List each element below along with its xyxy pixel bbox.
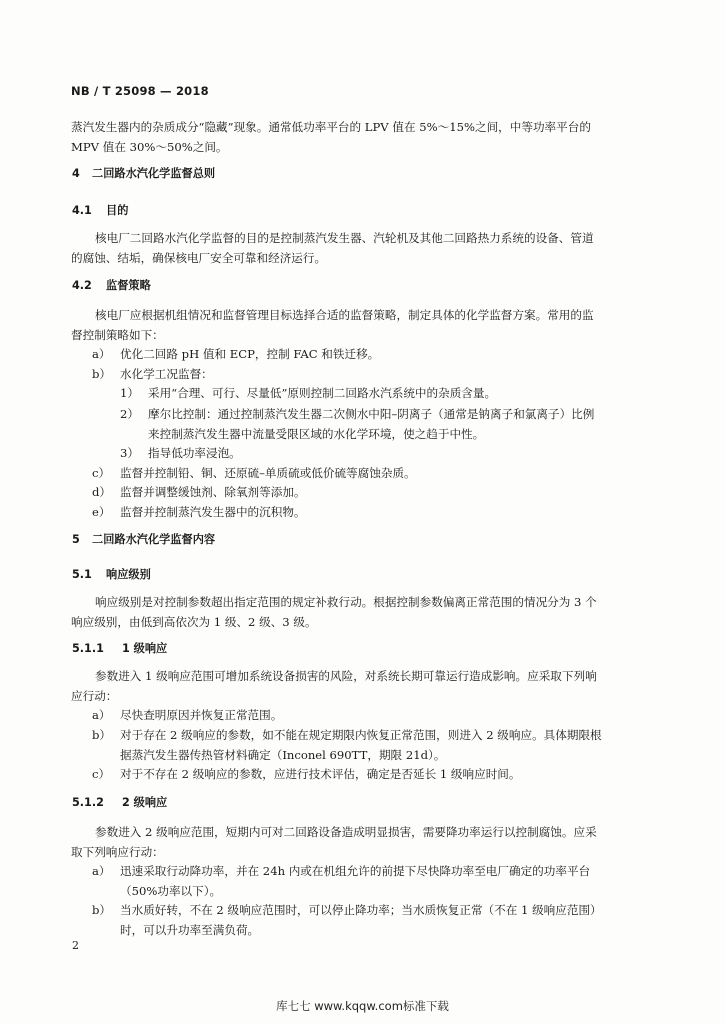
intro-line-2: MPV 值在 30%～50%之间。: [71, 140, 228, 154]
list-marker: a）: [92, 708, 111, 722]
section-title: 2 级响应: [122, 796, 168, 809]
s511-item-c: c） 对于不存在 2 级响应的参数，应进行技术评估，确定是否延长 1 级响应时间。: [92, 764, 521, 784]
intro-line-1: 蒸汽发生器内的杂质成分“隐藏”现象。通常低功率平台的 LPV 值在 5%～15%之间，中等功率平台的: [71, 120, 591, 134]
section-4-heading: [72, 165, 215, 181]
page-number: 2: [72, 939, 79, 952]
section-5-1-heading: [72, 566, 151, 582]
s512-item-a: a） 迅速采取行动降功率，并在 24h 内或在机组允许的前提下尽快降功率至电厂确定的功率平台: [92, 861, 590, 881]
section-5-1-2-heading: [72, 794, 167, 810]
s51-line-2: 响应级别，由低到高依次为 1 级、2 级、3 级。: [71, 615, 317, 629]
list-marker: b）: [92, 728, 112, 742]
list-marker: b）: [92, 367, 112, 381]
list-marker: d）: [92, 485, 112, 499]
s42-item-b3: 3） 指导低功率浸泡。: [120, 443, 241, 463]
list-marker: e）: [92, 505, 111, 519]
list-marker: c）: [92, 466, 111, 480]
list-marker: 2）: [120, 407, 139, 421]
s51-line-1: 响应级别是对控制参数超出指定范围的规定补救行动。根据控制参数偏离正常范围的情况分为 3 个: [95, 595, 597, 609]
s511-item-b: b） 对于存在 2 级响应的参数，如不能在规定期限内恢复正常范围，则进入 2 级响应。具体期限根: [92, 725, 602, 745]
s511-line-1: 参数进入 1 级响应范围可增加系统设备损害的风险，对系统长期可靠运行造成影响。应采取下列响: [95, 669, 597, 683]
list-marker: b）: [92, 903, 112, 917]
s511-item-a: a） 尽快查明原因并恢复正常范围。: [92, 705, 282, 725]
section-number: 5: [72, 533, 80, 546]
section-title: 二回路水汽化学监督内容: [92, 533, 216, 546]
s42-line-2: 督控制策略如下：: [71, 328, 164, 342]
section-number: 4: [72, 167, 80, 180]
section-number: 4.2: [72, 279, 92, 292]
list-marker: c）: [92, 767, 111, 781]
section-5-heading: [72, 531, 215, 547]
s42-item-c: c） 监督并控制铅、铜、还原硫–单质硫或低价硫等腐蚀杂质。: [92, 463, 416, 483]
s42-item-b1: 1） 采用“合理、可行、尽量低”原则控制二回路水汽系统中的杂质含量。: [120, 383, 496, 403]
list-marker: 1）: [120, 386, 139, 400]
standard-code: NB / T 25098 — 2018: [71, 84, 209, 98]
s41-line-2: 的腐蚀、结垢，确保核电厂安全可靠和经济运行。: [71, 251, 327, 265]
s42-item-a: a） 优化二回路 pH 值和 ECP，控制 FAC 和铁迁移。: [92, 344, 379, 364]
section-4-2-heading: [72, 277, 151, 293]
section-5-1-1-heading: [72, 640, 167, 656]
s42-line-1: 核电厂应根据机组情况和监督管理目标选择合适的监督策略，制定具体的化学监督方案。常用的监: [95, 308, 594, 322]
list-marker: 3）: [120, 446, 139, 460]
section-4-1-heading: [72, 202, 128, 218]
section-title: 目的: [106, 204, 129, 217]
s512-item-b: b） 当水质好转，不在 2 级响应范围时，可以停止降功率；当水质恢复正常（不在 1 级响应范围）: [92, 900, 602, 920]
s42-item-b: b） 水化学工况监督：: [92, 364, 213, 384]
section-number: 5.1.2: [72, 796, 104, 809]
footer-watermark: 库七七 www.kqqw.com标准下载: [276, 999, 449, 1013]
s42-item-b2-cont: 来控制蒸汽发生器中流量受限区域的水化学环境，使之趋于中性。: [148, 427, 485, 441]
s512-item-b-cont: 时，可以升功率至满负荷。: [120, 923, 260, 937]
section-number: 5.1: [72, 568, 92, 581]
section-number: 4.1: [72, 204, 92, 217]
s512-line-2: 取下列响应行动：: [71, 845, 164, 859]
s42-item-b2: 2） 摩尔比控制：通过控制蒸汽发生器二次侧水中阳–阴离子（通常是钠离子和氯离子）比例: [120, 404, 594, 424]
section-title: 二回路水汽化学监督总则: [92, 167, 216, 180]
s511-line-2: 应行动：: [71, 689, 118, 703]
s42-item-e: e） 监督并控制蒸汽发生器中的沉积物。: [92, 502, 306, 522]
s41-line-1: 核电厂二回路水汽化学监督的目的是控制蒸汽发生器、汽轮机及其他二回路热力系统的设备、管道: [95, 231, 594, 245]
s42-item-d: d） 监督并调整缓蚀剂、除氧剂等添加。: [92, 482, 306, 502]
s512-item-a-cont: （50%功率以下）。: [120, 884, 222, 898]
section-number: 5.1.1: [72, 642, 104, 655]
s512-line-1: 参数进入 2 级响应范围，短期内可对二回路设备造成明显损害，需要降功率运行以控制腐蚀。应采: [95, 825, 597, 839]
list-marker: a）: [92, 347, 111, 361]
section-title: 响应级别: [106, 568, 151, 581]
section-title: 监督策略: [106, 279, 151, 292]
s511-item-b-cont: 据蒸汽发生器传热管材料确定（Inconel 690TT，期限 21d）。: [120, 748, 446, 762]
list-marker: a）: [92, 864, 111, 878]
section-title: 1 级响应: [122, 642, 168, 655]
